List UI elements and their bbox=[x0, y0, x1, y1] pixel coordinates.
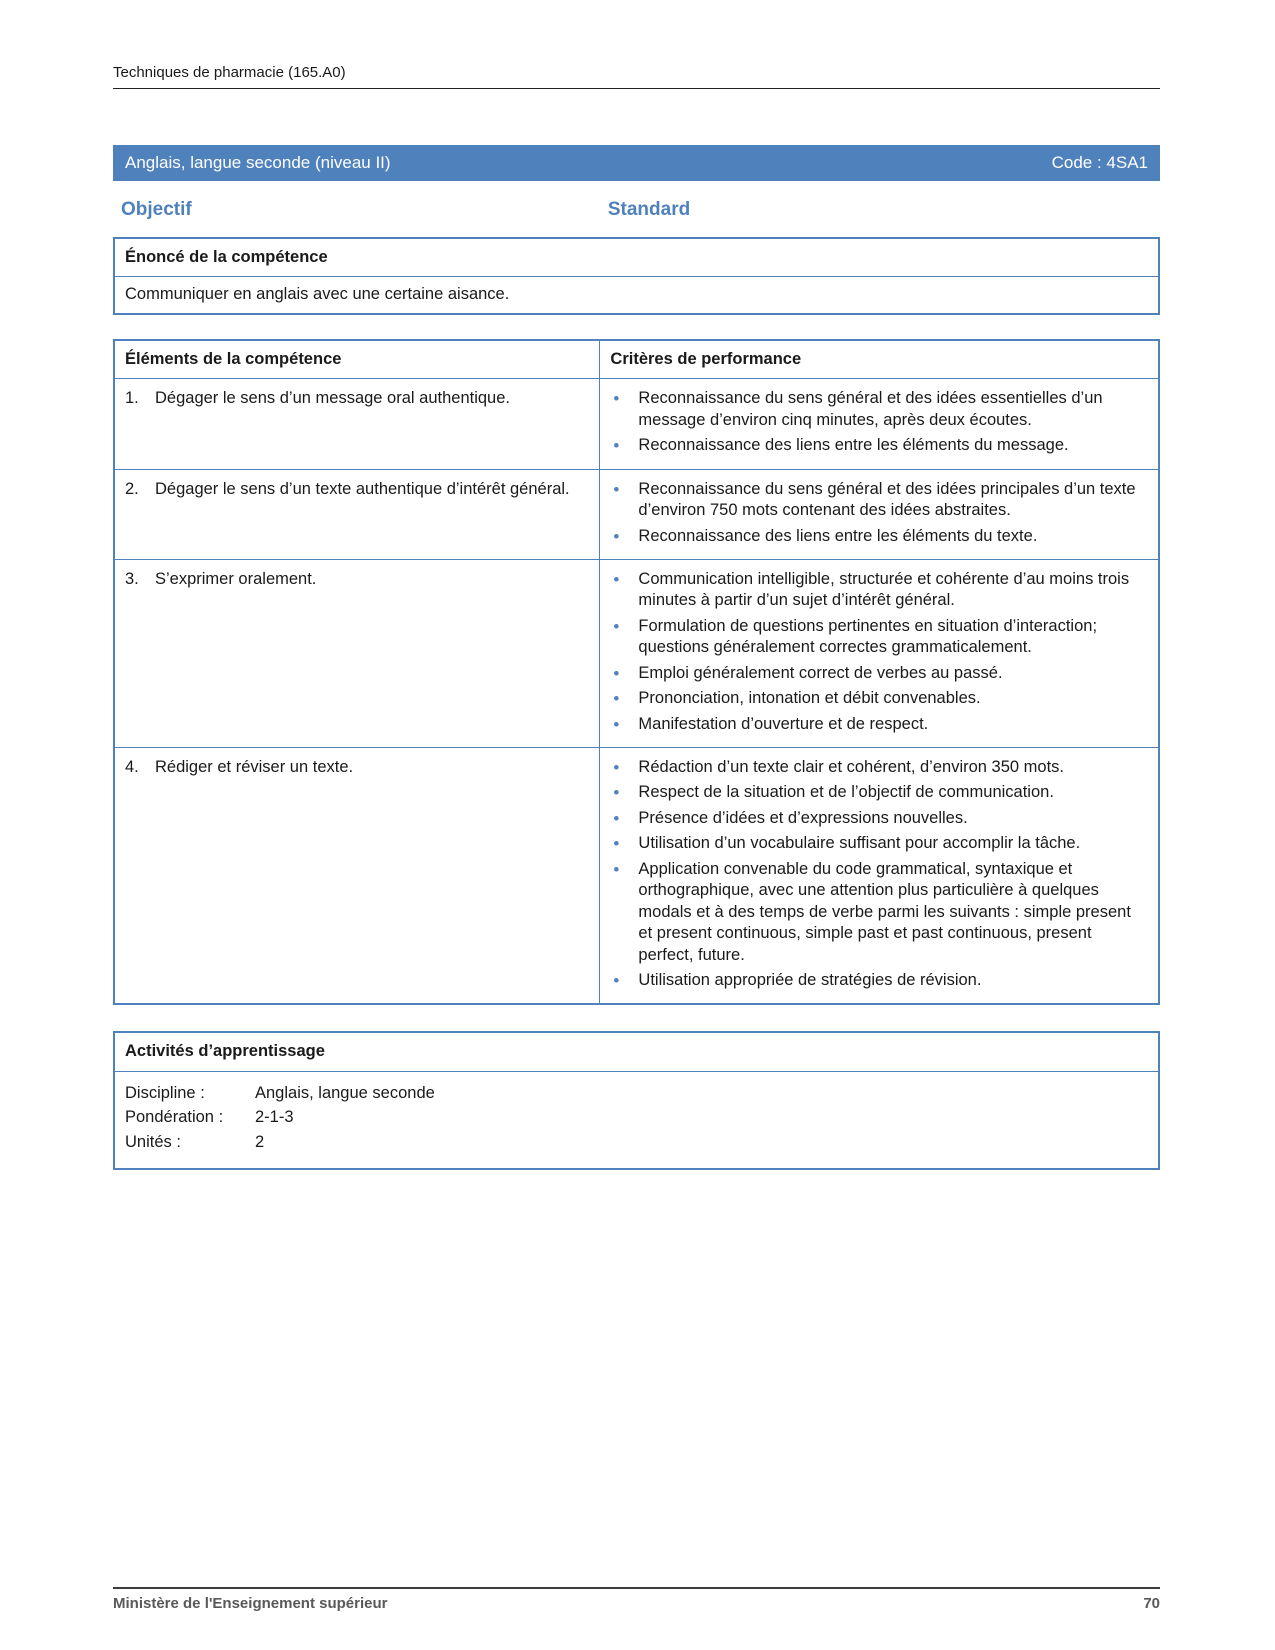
field-value: 2 bbox=[255, 1132, 265, 1151]
criteria-item: • Prononciation, intonation et débit convenables. bbox=[610, 688, 1148, 709]
criteria-item: • Application convenable du code grammatical, syntaxique et orthographique, avec une attention plus particulière à quelques modals et à des temps de verbe parmi les suivants : simple present et present continuous, simple past et past continuous, present perfect, future. bbox=[610, 859, 1148, 966]
field-label: Unités : bbox=[125, 1132, 181, 1151]
activity-field-discipline bbox=[125, 1083, 1148, 1104]
element-cell bbox=[114, 748, 600, 1005]
bullet-icon: • bbox=[613, 436, 620, 456]
criteria-item: • Communication intelligible, structurée et cohérente d’au moins trois minutes à partir d’un sujet d’intérêt général. bbox=[610, 569, 1148, 612]
criteria-list bbox=[610, 757, 1148, 991]
footer-ministry: Ministère de l'Enseignement supérieur bbox=[113, 1595, 388, 1612]
page-footer bbox=[113, 1587, 1160, 1612]
course-banner bbox=[113, 145, 1160, 181]
column-header-elements: Éléments de la compétence bbox=[114, 340, 600, 379]
enonce-statement: Communiquer en anglais avec une certaine aisance. bbox=[114, 277, 1159, 314]
page-number: 70 bbox=[1143, 1595, 1160, 1612]
bullet-icon: • bbox=[613, 714, 620, 734]
enonce-title-row bbox=[114, 238, 1159, 277]
activities-body bbox=[114, 1071, 1159, 1169]
bullet-icon: • bbox=[613, 808, 620, 828]
criteria-item: • Utilisation d’un vocabulaire suffisant pour accomplir la tâche. bbox=[610, 833, 1148, 854]
bullet-icon: • bbox=[613, 834, 620, 854]
course-title: Anglais, langue seconde (niveau II) bbox=[125, 153, 391, 172]
objectif-heading: Objectif bbox=[121, 199, 192, 220]
element-text: Rédiger et réviser un texte. bbox=[155, 758, 354, 776]
criteria-item: • Reconnaissance du sens général et des idées essentielles d’un message d’environ cinq minutes, après deux écoutes. bbox=[610, 388, 1148, 431]
element-text: Dégager le sens d’un texte authentique d’intérêt général. bbox=[155, 479, 570, 498]
criteria-item: • Reconnaissance du sens général et des idées principales d’un texte d’environ 750 mots contenant des idées abstraites. bbox=[610, 479, 1148, 522]
bullet-icon: • bbox=[613, 616, 620, 636]
activities-box bbox=[113, 1031, 1160, 1170]
element-cell bbox=[114, 379, 600, 469]
activities-body-row bbox=[114, 1071, 1159, 1169]
table-row bbox=[114, 379, 1159, 469]
element-number: 3. bbox=[125, 569, 139, 588]
bullet-icon: • bbox=[613, 758, 620, 777]
element-cell bbox=[114, 559, 600, 747]
table-row bbox=[114, 469, 1159, 559]
criteria-item: • Utilisation appropriée de stratégies de révision. bbox=[610, 970, 1148, 991]
bullet-icon: • bbox=[613, 970, 620, 990]
bullet-icon: • bbox=[613, 783, 620, 803]
element-text: S’exprimer oralement. bbox=[155, 569, 317, 588]
field-value: Anglais, langue seconde bbox=[255, 1083, 435, 1102]
element-text: Dégager le sens d’un message oral authentique. bbox=[155, 389, 510, 408]
criteria-list bbox=[610, 479, 1148, 547]
column-header-criteres: Critères de performance bbox=[600, 340, 1159, 379]
standard-heading: Standard bbox=[607, 199, 691, 220]
table-row bbox=[114, 559, 1159, 747]
criteria-list bbox=[610, 569, 1148, 735]
bullet-icon: • bbox=[613, 689, 620, 709]
criteria-item: • Emploi généralement correct de verbes au passé. bbox=[610, 663, 1148, 684]
competence-table bbox=[113, 339, 1160, 1006]
element-number: 1. bbox=[125, 389, 139, 408]
criteria-item: • Manifestation d’ouverture et de respect. bbox=[610, 714, 1148, 735]
element-cell bbox=[114, 469, 600, 559]
criteria-item: • Rédaction d’un texte clair et cohérent, d’environ 350 mots. bbox=[610, 757, 1148, 778]
enonce-competence-box bbox=[113, 237, 1160, 315]
criteria-item: • Reconnaissance des liens entre les éléments du message. bbox=[610, 435, 1148, 456]
enonce-body-row bbox=[114, 277, 1159, 314]
activity-field-unites bbox=[125, 1132, 1148, 1153]
page-content bbox=[113, 64, 1160, 1170]
criteria-cell bbox=[600, 379, 1159, 469]
field-value: 2-1-3 bbox=[255, 1108, 294, 1127]
field-label: Pondération : bbox=[125, 1108, 224, 1127]
activities-title-row bbox=[114, 1032, 1159, 1071]
element-number: 2. bbox=[125, 479, 139, 498]
activities-title: Activités d’apprentissage bbox=[114, 1032, 1159, 1071]
running-header bbox=[113, 64, 1160, 89]
table-row bbox=[114, 748, 1159, 1005]
criteria-cell bbox=[600, 748, 1159, 1005]
criteria-cell bbox=[600, 559, 1159, 747]
bullet-icon: • bbox=[613, 569, 620, 589]
enonce-title: Énoncé de la compétence bbox=[114, 238, 1159, 277]
criteria-list bbox=[610, 388, 1148, 456]
bullet-icon: • bbox=[613, 526, 620, 546]
running-header-text: Techniques de pharmacie (165.A0) bbox=[113, 64, 346, 81]
bullet-icon: • bbox=[613, 479, 620, 499]
criteria-cell bbox=[600, 469, 1159, 559]
competence-header-row bbox=[114, 340, 1159, 379]
element-number: 4. bbox=[125, 758, 139, 776]
activity-field-ponderation bbox=[125, 1107, 1148, 1128]
bullet-icon: • bbox=[613, 389, 620, 409]
criteria-item: • Formulation de questions pertinentes en situation d’interaction; questions généralement correctes grammaticalement. bbox=[610, 616, 1148, 659]
bullet-icon: • bbox=[613, 663, 620, 683]
criteria-item: • Reconnaissance des liens entre les éléments du texte. bbox=[610, 526, 1148, 547]
bullet-icon: • bbox=[613, 859, 620, 879]
criteria-item: • Respect de la situation et de l’objectif de communication. bbox=[610, 782, 1148, 803]
section-headings-row bbox=[113, 199, 1160, 221]
course-code: Code : 4SA1 bbox=[1051, 153, 1148, 172]
field-label: Discipline : bbox=[125, 1083, 205, 1102]
criteria-item: • Présence d’idées et d’expressions nouvelles. bbox=[610, 808, 1148, 829]
